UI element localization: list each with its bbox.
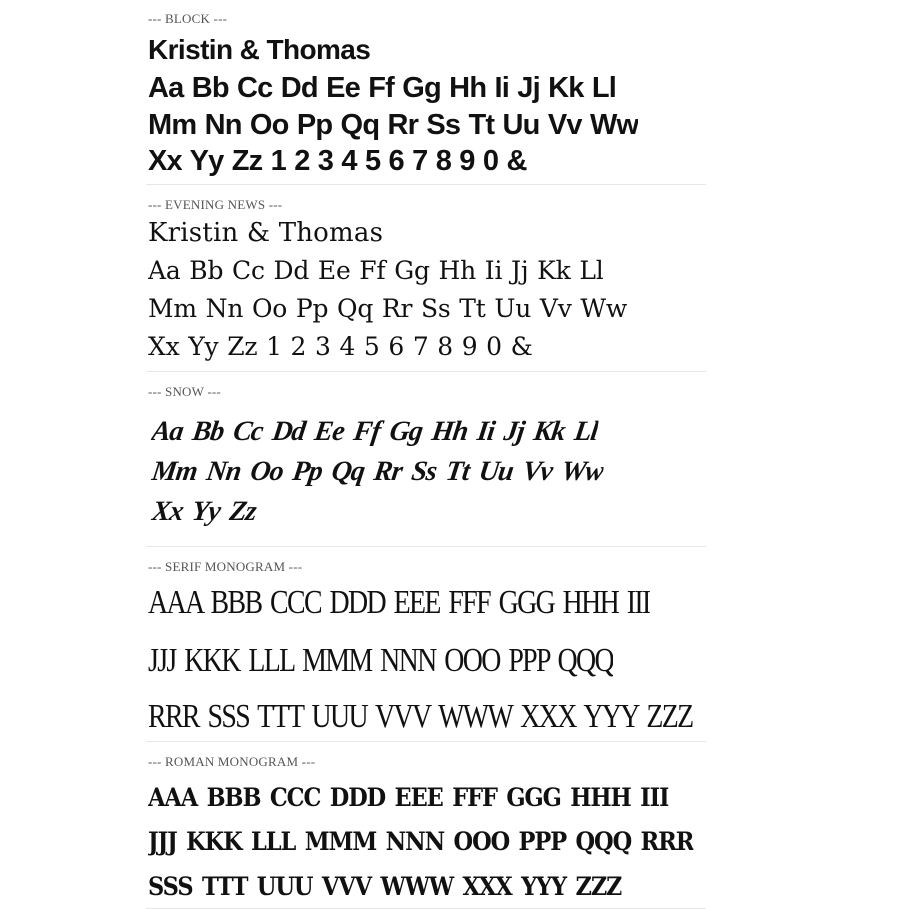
- section-label: --- SNOW ---: [148, 384, 221, 399]
- alphabet-line: Mm Nn Oo Pp Qq Rr Ss Tt Uu Vv Ww: [148, 109, 639, 141]
- alphabet-line: Mm Nn Oo Pp Qq Rr Ss Tt Uu Vv Ww: [149, 456, 606, 487]
- monogram-line: AAA BBB CCC DDD EEE FFF GGG HHH III: [148, 783, 669, 812]
- alphabet-line: Xx Yy Zz 1 2 3 4 5 6 7 8 9 0 &: [148, 145, 527, 177]
- monogram-line: RRR SSS TTT UUU VVV WWW XXX YYY ZZZ: [148, 698, 693, 735]
- font-section-roman-monogram: [146, 742, 706, 909]
- monogram-line: JJJ KKK LLL MMM NNN OOO PPP QQQ RRR: [148, 827, 694, 856]
- font-section-snow: [146, 372, 706, 547]
- alphabet-line: Aa Bb Cc Dd Ee Ff Gg Hh Ii Jj Kk Ll: [148, 72, 616, 104]
- monogram-line: JJJ KKK LLL MMM NNN OOO PPP QQQ: [148, 642, 613, 679]
- section-label: --- SERIF MONOGRAM ---: [148, 559, 303, 574]
- font-specimen-sheet: [146, 0, 706, 909]
- font-section-serif-monogram: [146, 547, 706, 742]
- monogram-line: SSS TTT UUU VVV WWW XXX YYY ZZZ: [148, 872, 622, 901]
- alphabet-line: Mm Nn Oo Pp Qq Rr Ss Tt Uu Vv Ww: [148, 294, 628, 323]
- section-label: --- ROMAN MONOGRAM ---: [148, 754, 316, 769]
- sample-name: Kristin & Thomas: [148, 34, 371, 65]
- sample-name: Kristin & Thomas: [148, 218, 384, 248]
- section-label: --- EVENING NEWS ---: [148, 197, 283, 212]
- section-label: --- BLOCK ---: [148, 11, 228, 26]
- alphabet-line: Aa Bb Cc Dd Ee Ff Gg Hh Ii Jj Kk Ll: [149, 416, 600, 447]
- alphabet-line: Xx Yy Zz 1 2 3 4 5 6 7 8 9 0 &: [148, 332, 533, 361]
- alphabet-line: Xx Yy Zz: [149, 496, 258, 527]
- monogram-line: AAA BBB CCC DDD EEE FFF GGG HHH III: [148, 584, 650, 621]
- font-section-evening-news: [146, 185, 706, 372]
- font-section-block: [146, 0, 706, 185]
- alphabet-line: Aa Bb Cc Dd Ee Ff Gg Hh Ii Jj Kk Ll: [148, 256, 604, 285]
